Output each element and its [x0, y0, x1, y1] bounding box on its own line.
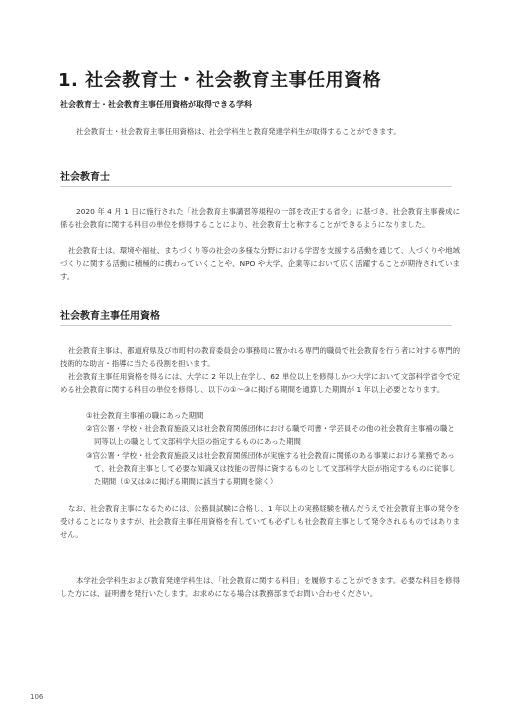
shakai-kyoikushi-paragraph-1 [60, 205, 460, 231]
ninyo-shikaku-note [60, 502, 460, 542]
intro-paragraph [60, 125, 460, 138]
closing-paragraph [60, 574, 460, 600]
list-item: ②官公署・学校・社会教育施設又は社会教育関係団体における職で司書・学芸員その他の社会教育主事補の職と同等以上の職として文部科学大臣の指定するものにあった期間 [86, 424, 455, 447]
chapter-subtitle: 社会教育士・社会教育主事任用資格が取得できる学科 [60, 100, 252, 109]
paragraph-text: 本学社会学科生および教育発達学科生は、「社会教育に関する科目」を履修することができます。必要な科目を修得した方には、証明書を発行いたします。お求めになる場合は教務部までお問い合わせください。 [60, 576, 460, 599]
shakai-kyoikushi-paragraph-2 [60, 244, 460, 284]
paragraph-text: 社会教育主事任用資格を得るには、大学に 2 年以上在学し、62 単位以上を修得しかつ大学において文部科学省令で定める社会教育に関する科目の単位を修得し、以下の①～③に掲げる期間を通算した期間が 1 年以上必要となります。 [60, 372, 460, 395]
ninyo-shikaku-paragraph-2 [60, 370, 460, 396]
page-number: 106 [30, 693, 44, 701]
section-divider [60, 186, 452, 187]
intro-text: 社会教育士・社会教育主事任用資格は、社会学科生と教育発達学科生が取得することができます。 [76, 127, 401, 136]
chapter-title: 1. 社会教育士・社会教育主事任用資格 [58, 70, 382, 91]
section-heading-shakai-kyoikushi: 社会教育士 [60, 172, 110, 183]
list-item: ①社会教育主事補の職にあった期間 [86, 411, 204, 420]
paragraph-text: 社会教育士は、環境や福祉、まちづくり等の社会の多様な分野における学習を支援する活動を通じて、人づくりや地域づくりに関する活動に積極的に携わっていくことや、NPO や大学、企業等において広く活躍することが期待されています。 [60, 246, 460, 282]
ninyo-shikaku-paragraph-1 [60, 344, 460, 370]
paragraph-text: 社会教育主事は、都道府県及び市町村の教育委員会の事務局に置かれる専門的職員で社会教育を行う者に対する専門的技術的な助言・指導に当たる役割を担います。 [60, 346, 460, 369]
paragraph-text: なお、社会教育主事になるためには、公務員試験に合格し、1 年以上の実務経験を積んだうえで社会教育主事の発令を受けることになりますが、社会教育主事任用資格を有していても必ずしも社会教育主事として発令されるものではありません。 [60, 504, 460, 540]
paragraph-text: 2020 年 4 月 1 日に施行された「社会教育主事講習等規程の一部を改正する省令」に基づき、社会教育主事養成に係る社会教育に関する科目の単位を修得することにより、社会教育士と称することができるようになりました。 [60, 207, 460, 230]
section-divider [60, 325, 452, 326]
section-heading-ninyo-shikaku: 社会教育主事任用資格 [60, 311, 160, 322]
conditions-list [60, 409, 460, 488]
list-item: ③官公署・学校・社会教育施設又は社会教育関係団体が実施する社会教育に関係のある事業における業務であって、社会教育主事として必要な知識又は技能の習得に資するものとして文部科学大臣が指定するものに従事した期間（①又は②に掲げる期間に該当する期間を除く） [86, 450, 456, 487]
